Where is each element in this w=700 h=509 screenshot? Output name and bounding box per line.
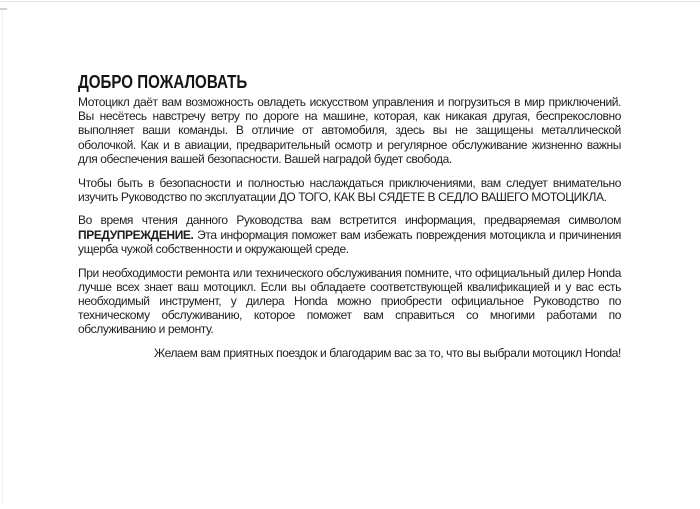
warning-text-before: Во время чтения данного Руководства вам встретится информация, предваряемая символом <box>78 213 621 228</box>
warning-keyword: ПРЕДУПРЕЖДЕНИЕ. <box>78 227 194 242</box>
warning-text-after: Эта информация поможет вам избежать повреждения мотоцикла и причинения ущерба чужой собственности и окружающей среде. <box>78 227 621 256</box>
page-corner-scan-mark <box>0 8 7 10</box>
page-edge-top-line <box>0 1 700 2</box>
page-title: ДОБРО ПОЖАЛОВАТЬ <box>78 72 248 92</box>
content-column <box>78 72 621 360</box>
paragraph-intro: Мотоцикл даёт вам возможность овладеть искусством управления и погрузиться в мир приключений. Вы несётесь навстречу ветру по дороге на машине, которая, как никакая другая, беспрекословно выполняет ваши команды. В отличие от автомобиля, здесь вы не защищены металлической оболочкой. Как и в авиации, предварительный осмотр и регулярное обслуживание жизненно важны для обеспечения вашей безопасности. Вашей наградой будет свобода. <box>78 95 621 166</box>
closing-line: Желаем вам приятных поездок и благодарим вас за то, что вы выбрали мотоцикл Honda! <box>154 346 621 361</box>
paragraph-dealer: При необходимости ремонта или технического обслуживания помните, что официальный дилер Honda лучше всех знает ваш мотоцикл. Если вы обладаете соответствующей квалификацией и у вас есть необходимый инструмент, у дилера Honda можно приобрести официальное Руководство по техническому обслуживанию, которое поможет вам справиться со многими работами по обслуживанию и ремонту. <box>78 265 621 337</box>
paragraph-warning <box>78 213 621 256</box>
page-edge-left-line <box>2 6 3 504</box>
paragraph-safety: Чтобы быть в безопасности и полностью наслаждаться приключениями, вам следует внимательно изучить Руководство по эксплуатации ДО ТОГО, КАК ВЫ СЯДЕТЕ В СЕДЛО ВАШЕГО МОТОЦИКЛА. <box>78 175 621 204</box>
